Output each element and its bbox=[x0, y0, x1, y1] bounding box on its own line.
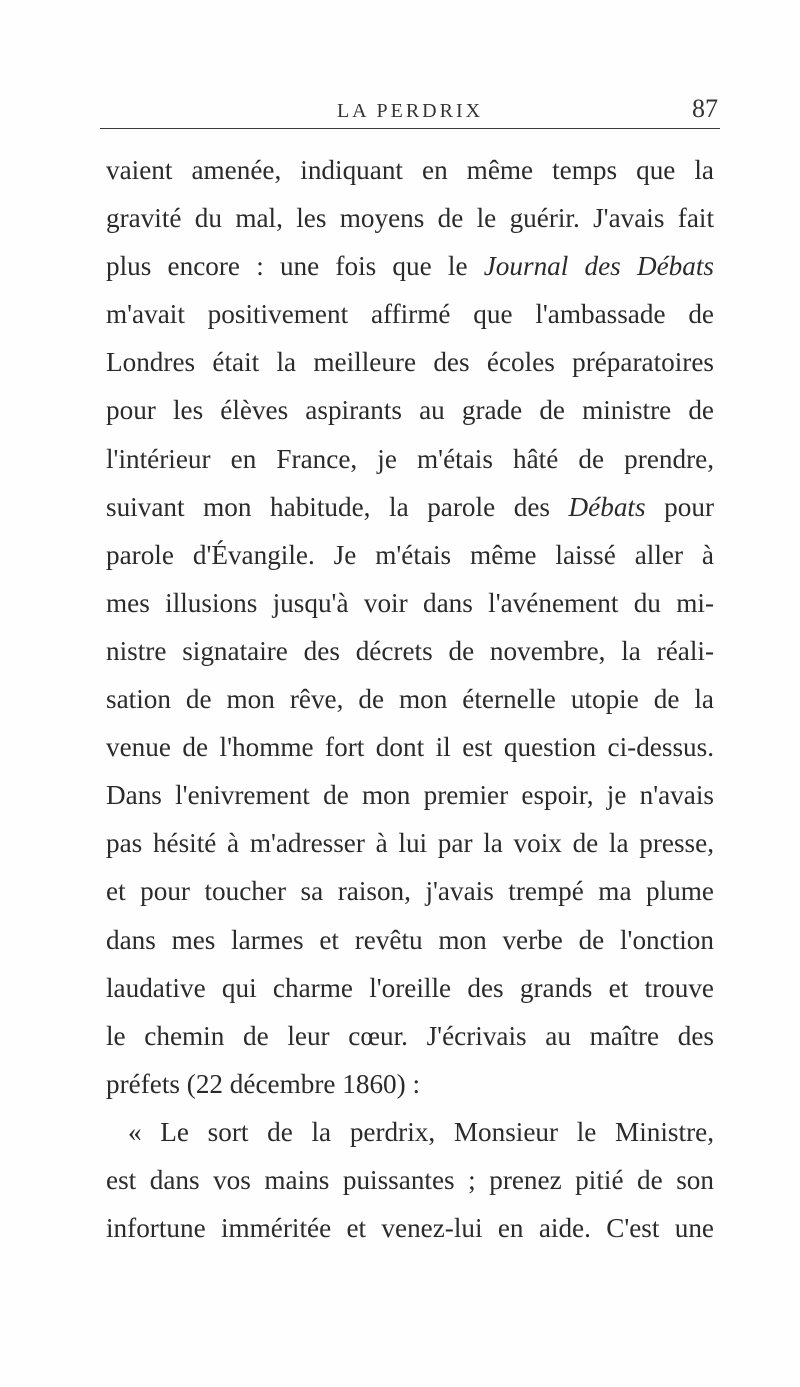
text-line: nistre signataire des décrets de novembre, la réali- bbox=[106, 635, 714, 666]
text-line bbox=[106, 483, 714, 531]
text-line: Dans l'enivrement de mon premier espoir, je n'avais bbox=[106, 780, 714, 811]
italic-title: Journal des Débats bbox=[483, 251, 715, 282]
text-line: préfets (22 décembre 1860) : bbox=[106, 1068, 421, 1099]
text-line bbox=[106, 242, 714, 290]
text-segment: suivant mon habitude, la parole des bbox=[106, 491, 569, 522]
text-line: gravité du mal, les moyens de le guérir. J'avais fait bbox=[106, 203, 714, 234]
text-segment: plus encore : une fois que le bbox=[106, 251, 484, 282]
text-line: venue de l'homme fort dont il est question ci-dessus. bbox=[106, 732, 714, 763]
text-line: pas hésité à m'adresser à lui par la voix de la presse, bbox=[106, 828, 714, 859]
text-line: pour les élèves aspirants au grade de ministre de bbox=[106, 395, 714, 426]
text-line: parole d'Évangile. Je m'étais même laissé aller à bbox=[106, 539, 714, 570]
text-line: et pour toucher sa raison, j'avais trempé ma plume bbox=[106, 876, 714, 907]
text-line: l'intérieur en France, je m'étais hâté de prendre, bbox=[106, 443, 714, 474]
text-segment: pour bbox=[645, 491, 714, 522]
text-line: mes illusions jusqu'à voir dans l'avénement du mi- bbox=[106, 587, 714, 618]
text-line: laudative qui charme l'oreille des grands et trouve bbox=[106, 972, 714, 1003]
body-text bbox=[106, 146, 714, 1252]
running-title: LA PERDRIX bbox=[336, 100, 484, 122]
text-line: Londres était la meilleure des écoles préparatoires bbox=[106, 347, 714, 378]
running-head bbox=[100, 94, 720, 129]
text-line: dans mes larmes et revêtu mon verbe de l'onction bbox=[106, 924, 714, 955]
text-line: m'avait positivement affirmé que l'ambassade de bbox=[106, 299, 714, 330]
page-number: 87 bbox=[692, 94, 718, 123]
text-line: infortune imméritée et venez-lui en aide. C'est une bbox=[106, 1213, 714, 1244]
text-line: sation de mon rêve, de mon éternelle utopie de la bbox=[106, 684, 714, 715]
italic-title: Débats bbox=[568, 491, 646, 522]
text-line: « Le sort de la perdrix, Monsieur le Ministre, bbox=[128, 1116, 714, 1147]
text-line: le chemin de leur cœur. J'écrivais au maître des bbox=[106, 1020, 714, 1051]
text-line: vaient amenée, indiquant en même temps que la bbox=[106, 155, 714, 185]
text-line: est dans vos mains puissantes ; prenez pitié de son bbox=[106, 1164, 714, 1195]
